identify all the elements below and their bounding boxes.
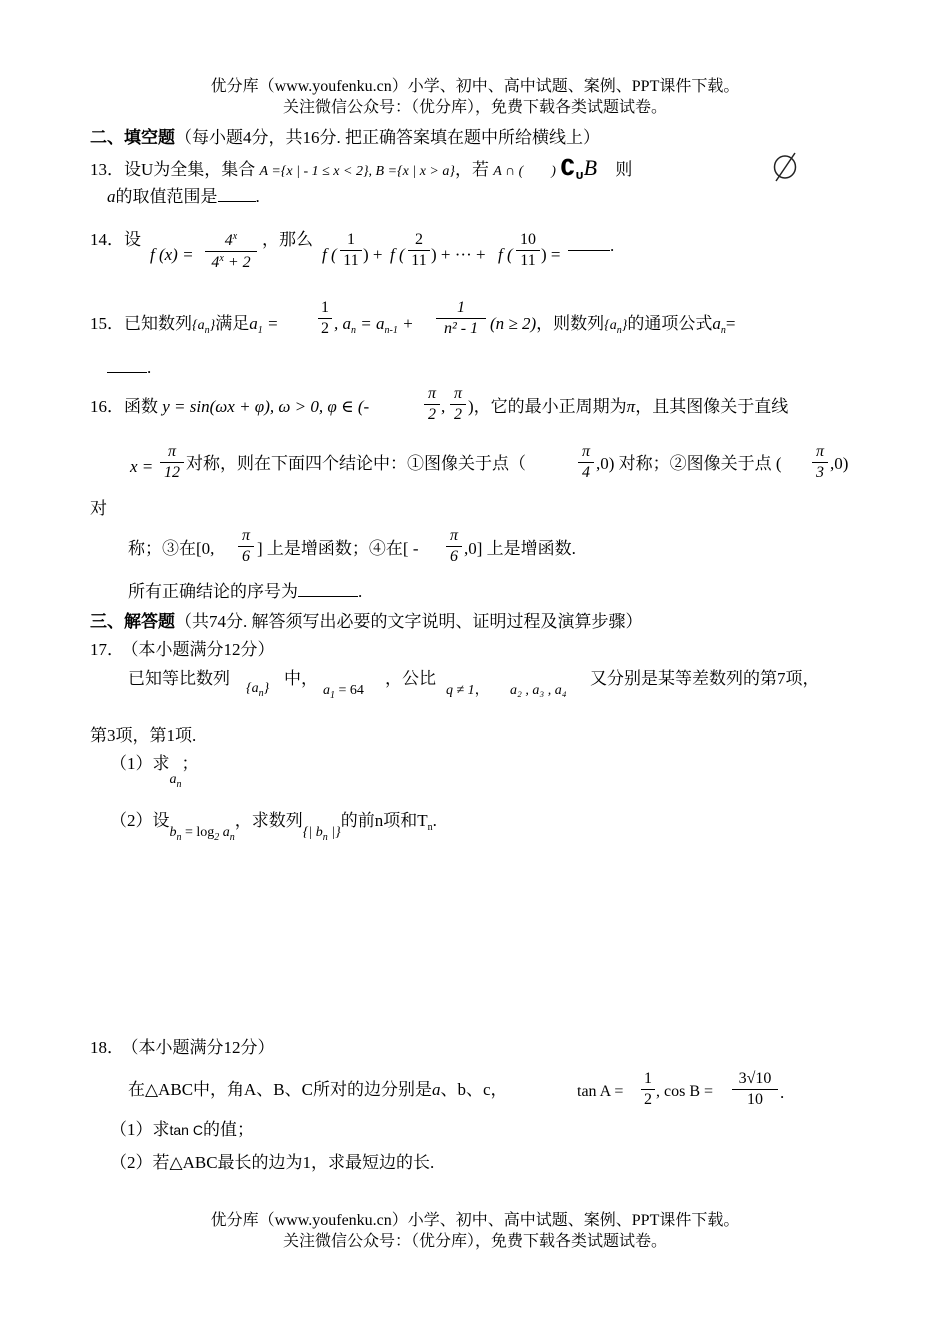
q17-text-1: 已知等比数列 [128,669,230,688]
q14-text-1: 设 [124,230,141,249]
header-line-1: 优分库（www.youfenku.cn）小学、初中、高中试题、案例、PPT课件下载。 [210,78,740,95]
q16-pi-over-6-b: π 6 [446,528,462,565]
q16-line-3c: ,0] 上是增函数. [464,539,576,558]
q15-seq: $\{a_n\}$ [192,318,216,336]
q15-half: 1 2 [318,300,332,337]
q16-answer-blank [298,582,358,597]
q16-dui: 对 [90,499,107,518]
section-2-title: 二、填空题 [90,128,175,147]
q17-number: 17． [90,640,124,659]
q16-text-2: ，它的最小正周期为 [473,397,627,416]
q15-eqsign: = [725,314,736,333]
q13-complement: $∁_UB$ [560,155,598,182]
empty-set-icon [770,150,800,184]
section-3-title: 三、解答题 [90,612,175,631]
question-15-line-2 [107,358,151,378]
q15-end: . [147,358,152,377]
q17-line-2: 第3项，第1项. [90,726,197,745]
q14-plus-1: ) + [363,245,383,264]
q16-pi-over-2-b: π 2 [450,386,466,423]
section-2-heading [90,128,600,148]
q16-line-4: 所有正确结论的序号为 . [128,582,363,601]
q15-seq-2: $\{a_n\}$ [604,318,628,336]
q17-score: （本小题满分12分） [130,640,275,659]
section-2-desc: （每小题4分，共16分. 把正确答案填在题中所给横线上） [175,128,600,147]
q16-text-1: 函数 [124,397,158,416]
q17-a1: $a_1 = 64$ [323,683,364,701]
q17-text-2: 中， [284,669,318,688]
q14-end: . [610,236,615,255]
q16-x-eq: x = [130,457,154,476]
q13-var-a: a [107,187,116,206]
footer-line-1: 优分库（www.youfenku.cn）小学、初中、高中试题、案例、PPT课件下载。 [210,1212,740,1229]
q13-answer-blank [218,187,256,202]
q17-text-4: 又分别是某等差数列的第7项， [590,669,820,688]
q17-seq: $\{a_n\}$ [246,681,270,699]
q17-text-3: ，公比 [385,669,436,688]
q18-part-2: （2）若△ABC最长的边为1，求最短边的长. [110,1153,435,1172]
q14-fx-fraction: 4$^x$ $4^x + 2$ [205,232,257,271]
question-14-label [90,230,141,250]
q16-pi: π [626,397,636,416]
q15-text-3: ，则数列 [536,314,605,333]
q14-f-1: f ( [322,245,337,264]
q18-score: （本小题满分12分） [130,1038,275,1057]
q18-number: 18． [90,1038,124,1057]
q17-part-2: （2）设$b_n = \log_2 a_n$，求数列{| $b_n$ |}的前n项和$T_n$. [110,811,437,843]
q15-text-1: 已知数列 [124,314,192,333]
q17-terms: a₂ , a₃ , a₄ [510,683,567,698]
q13-range-text: 的取值范围是 [115,187,218,206]
section-3-heading [90,612,643,632]
q16-text-4: 对称，则在下面四个结论中：①图像关于点（ [186,454,526,473]
q14-frac-2: 2 11 [408,232,430,269]
q15-fraction: 1 n² - 1 [436,300,486,337]
q18-cosB: , cos B = [656,1083,714,1100]
question-15-line-1 [90,314,278,337]
q18-tanA: tan A = [577,1083,624,1100]
q16-pi-over-2-a: π 2 [424,386,440,423]
q18-dot: . [780,1083,785,1102]
q15-rest [490,314,735,337]
q16-text-3: ，且其图像关于直线 [635,397,789,416]
q16-pi-over-3: π 3 [812,444,828,481]
q16-comma: , [441,397,446,416]
q16-pi-over-4: π 4 [578,444,594,481]
q16-number: 16． [90,397,124,416]
header-line-2: 关注微信公众号：（优分库），免费下载各类试题试卷。 [282,99,667,116]
q15-number: 15． [90,314,124,333]
question-17-line-1 [128,669,230,689]
q13-text-2: ，若 [454,160,489,179]
footer-line-2: 关注微信公众号：（优分库），免费下载各类试题试卷。 [282,1233,667,1250]
q14-frac-3: 10 11 [516,232,540,269]
q16-line-3b: ] 上是增函数；④在[ - [257,539,419,558]
q14-answer-blank [568,236,610,251]
question-18-heading [90,1038,275,1058]
q18-part-1: （1）求tan C的值； [110,1120,254,1139]
q14-f-3: f ( [498,245,513,264]
q15-text-4: 的通项公式 [627,314,713,333]
q18-cos-fraction: 3√10 10 [732,1071,778,1108]
q15-answer-blank [107,358,147,373]
q15-a1: $a_1$ = [249,314,279,336]
q18-half: 1 2 [641,1071,655,1108]
question-13-line-2 [107,187,260,207]
q13-sets: A ={x | - 1 ≤ x < 2}, B ={x | x > a} [259,164,455,179]
q16-text-5: ,0) 对称；②图像关于点 ( [596,454,782,473]
q14-comma: ，那么 [262,230,313,249]
q14-close: ) = [541,245,561,264]
q14-f-2: f ( [390,245,405,264]
q14-number: 14． [90,230,124,249]
q14-frac-1: 1 11 [340,232,362,269]
question-16-line-1a [90,397,369,417]
q15-text-2: 满足 [215,314,250,333]
q14-plus-2: ) + ··· + [431,245,486,264]
q13-then: 则 [615,160,633,179]
q13-expr: A ∩ ( ) [493,164,556,179]
q15-recurrence: , $a_n = a_{n-1}$ + [334,314,414,336]
q14-answer-area [568,236,614,256]
q15-condition: (n ≥ 2) [490,314,537,333]
q15-an: $a_n$ [712,314,726,336]
q16-pi-over-12: π 12 [160,444,184,481]
q17-q: q ≠ 1， [446,683,489,698]
q16-pi-over-6-a: π 6 [238,528,254,565]
question-17-heading [90,640,275,660]
q13-end: . [255,187,260,206]
q16-func: y = sin(ωx + φ), ω > 0, φ ∈ (- [162,397,370,416]
q13-number: 13． [90,160,124,179]
question-13-line-1 [90,155,632,183]
question-16-line-1b: )，它的最小正周期为π，且其图像关于直线 [468,397,789,416]
q17-part-1: （1）求$a_n$； [110,754,199,790]
q16-line-3a: 称；③在[0, [128,539,215,558]
q16-text-6: ,0) [830,454,849,473]
section-3-desc: （共74分. 解答须写出必要的文字说明、证明过程及演算步骤） [175,612,643,631]
q14-fx: f (x) = [150,245,194,264]
question-18-line-1: 在△ABC中，角A、B、C所对的边分别是a、b、c， [128,1080,508,1099]
q13-text-1: 设U为全集，集合 [124,160,256,179]
